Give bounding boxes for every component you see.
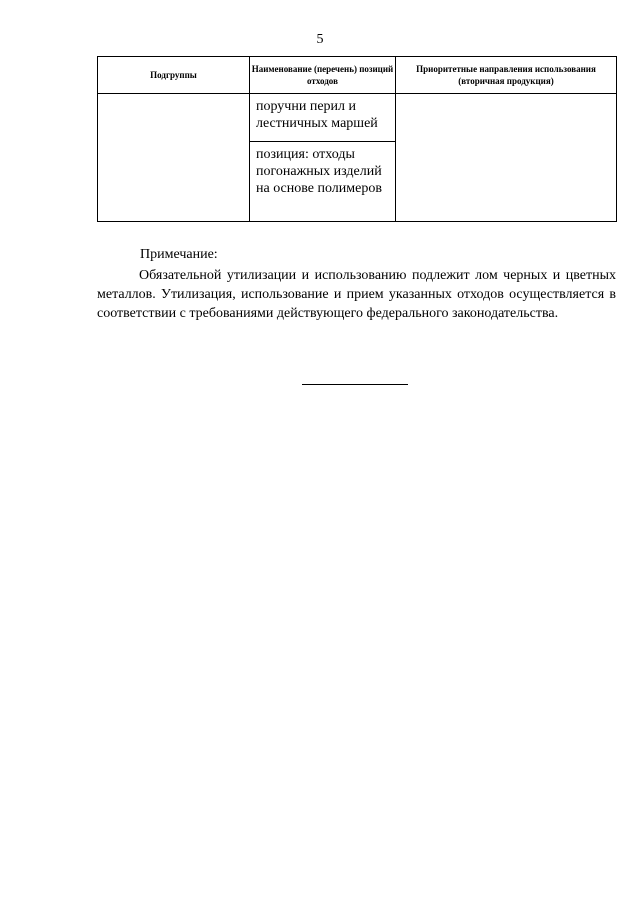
table-header-row (98, 57, 617, 94)
end-divider-line (302, 384, 408, 385)
page-number: 5 (316, 32, 324, 47)
note-text: Обязательной утилизации и использованию подлежит лом черных и цветных металлов. Утилизация, использование и прием указанных отходов осуществляется в соответствии с требованиями действующего федерального законодательства. (97, 268, 616, 321)
position-text: позиция: отходы погонажных изделий на основе полимеров (256, 147, 382, 196)
waste-table (97, 56, 617, 222)
position-cell (250, 94, 396, 142)
note-title: Примечание: (140, 247, 218, 262)
header-subgroups: Подгруппы (98, 57, 250, 94)
table-row (98, 94, 617, 142)
position-cell (250, 142, 396, 222)
header-positions: Наименование (перечень) позиций отходов (250, 57, 396, 94)
direction-cell (396, 94, 617, 222)
subgroup-cell (98, 94, 250, 222)
position-text: поручни перил и лестничных маршей (256, 99, 378, 131)
header-directions: Приоритетные направления использования (вторичная продукция) (396, 57, 617, 94)
